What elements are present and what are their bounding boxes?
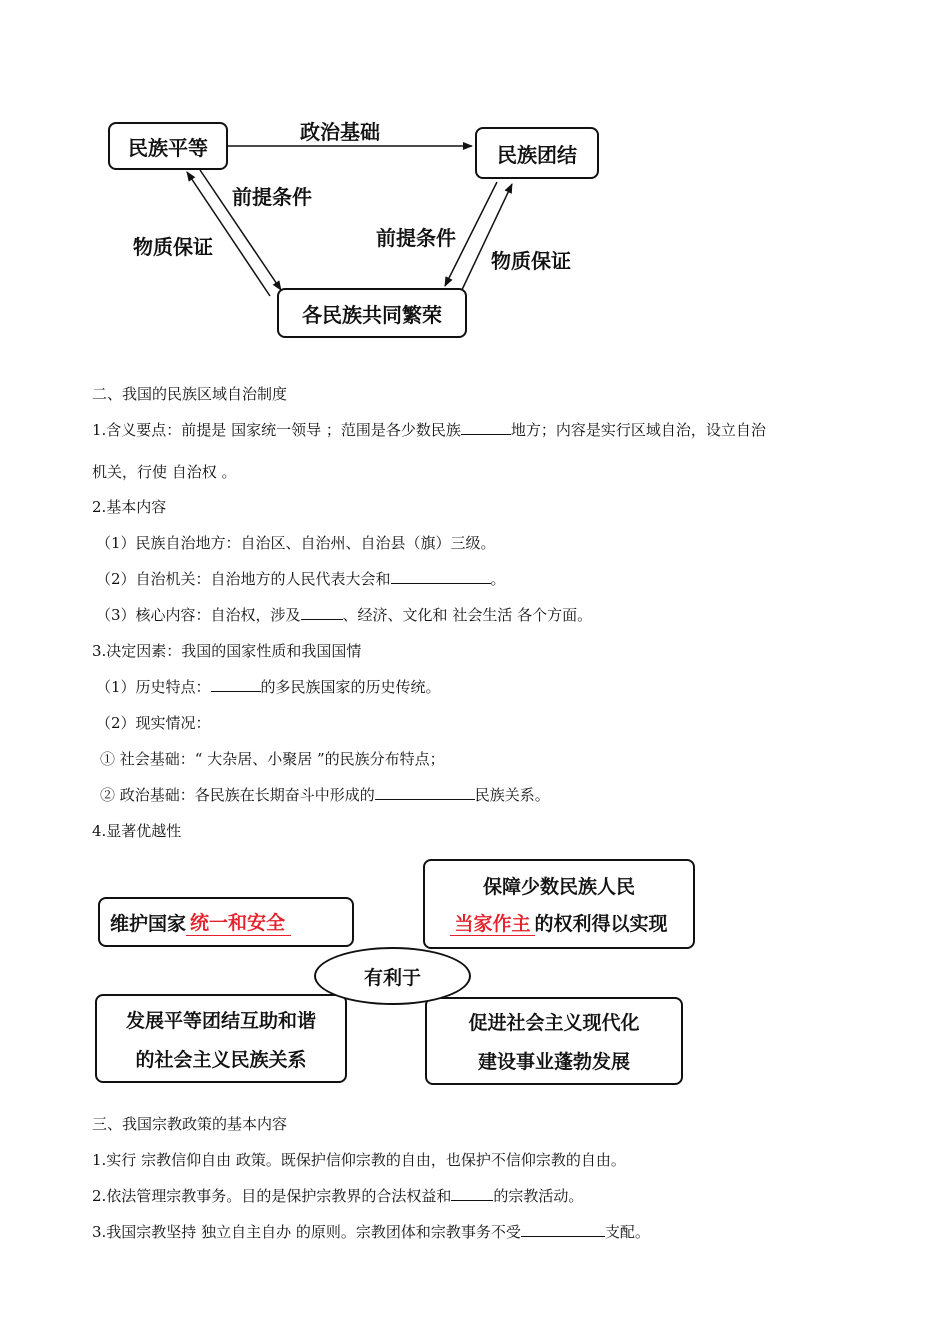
section2-p2: 2.基本内容	[92, 498, 167, 516]
center-ellipse	[314, 947, 471, 1005]
section3-heading: 三、我国宗教政策的基本内容	[92, 1115, 288, 1133]
text: （1）历史特点：	[96, 678, 211, 696]
text: （3）核心内容：自治权，涉及	[96, 606, 301, 624]
text	[450, 909, 667, 936]
section2-p3-2: （2）现实情况：	[96, 714, 211, 732]
box-modernization	[425, 997, 683, 1085]
section3-p2	[92, 1186, 583, 1206]
box-ethnic-equality: 民族平等	[108, 122, 228, 170]
label-political-basis: 政治基础	[300, 120, 380, 144]
text: 地方；内容是实行区域自治，设立自治	[510, 421, 766, 439]
blank	[461, 420, 511, 435]
text: 的权利得以实现	[534, 913, 668, 935]
text: 。	[490, 570, 506, 588]
text: 建设事业蓬勃发展	[477, 1051, 630, 1073]
blank	[451, 1186, 493, 1201]
box-common-prosperity: 各民族共同繁荣	[277, 288, 467, 338]
text: ② 政治基础：各民族在长期奋斗中形成的	[100, 786, 375, 804]
text: 的社会主义民族关系	[135, 1048, 307, 1071]
text: 民族关系。	[474, 786, 550, 804]
box-ethnic-unity: 民族团结	[475, 127, 599, 179]
label-material-right: 物质保证	[491, 249, 571, 273]
label-premise-left: 前提条件	[232, 185, 312, 209]
blank	[211, 677, 261, 692]
section2-p1	[92, 420, 766, 440]
section2-p3-2-1: ① 社会基础：“ 大杂居、小聚居 ”的民族分布特点；	[100, 750, 445, 768]
box-minority-rights	[423, 859, 695, 949]
box-ethnic-relations	[95, 994, 347, 1083]
section2-p1-cont: 机关，行使 自治权 。	[92, 463, 237, 481]
text: 3.我国宗教坚持 独立自主自办 的原则。宗教团体和宗教事务不受	[92, 1223, 521, 1241]
section2-p3: 3.决定因素：我国的国家性质和我国国情	[92, 642, 362, 660]
section2-heading: 二、我国的民族区域自治制度	[92, 385, 288, 403]
label-material-left: 物质保证	[133, 235, 213, 259]
text: 保障少数民族人民	[482, 876, 635, 898]
highlight-text: 统一和安全	[186, 908, 291, 936]
blank	[521, 1222, 605, 1237]
text: 发展平等团结互助和谐	[125, 1009, 316, 1032]
diagram-arrows	[0, 0, 950, 360]
section2-p4: 4.显著优越性	[92, 822, 182, 840]
section2-p2-3	[96, 605, 592, 625]
label-premise-right: 前提条件	[376, 226, 456, 250]
text: （2）自治机关：自治地方的人民代表大会和	[96, 570, 391, 588]
section2-p3-2-2	[100, 785, 550, 805]
highlight-text: 当家作主	[450, 913, 534, 936]
section2-p2-1: （1）民族自治地方：自治区、自治州、自治县（旗）三级。	[96, 534, 496, 552]
text: 1.含义要点：前提是 国家统一领导 ；范围是各少数民族	[92, 421, 461, 439]
section2-p2-2	[96, 569, 506, 589]
text: 的宗教活动。	[493, 1187, 584, 1205]
section3-p3	[92, 1222, 650, 1242]
text: 、经济、文化和 社会生活 各个方面。	[342, 606, 593, 624]
text: 2.依法管理宗教事务。目的是保护宗教界的合法权益和	[92, 1187, 452, 1205]
blank	[375, 785, 475, 800]
blank	[301, 605, 343, 620]
box-unity-security	[98, 897, 354, 947]
blank	[391, 569, 491, 584]
section2-p3-1	[96, 677, 441, 697]
text: 支配。	[604, 1223, 650, 1241]
text: 有利于	[363, 966, 421, 989]
text: 的多民族国家的历史传统。	[260, 678, 441, 696]
text: 促进社会主义现代化	[468, 1012, 640, 1034]
text: 维护国家	[110, 912, 187, 935]
section3-p1: 1.实行 宗教信仰自由 政策。既保护信仰宗教的自由，也保护不信仰宗教的自由。	[92, 1151, 626, 1169]
